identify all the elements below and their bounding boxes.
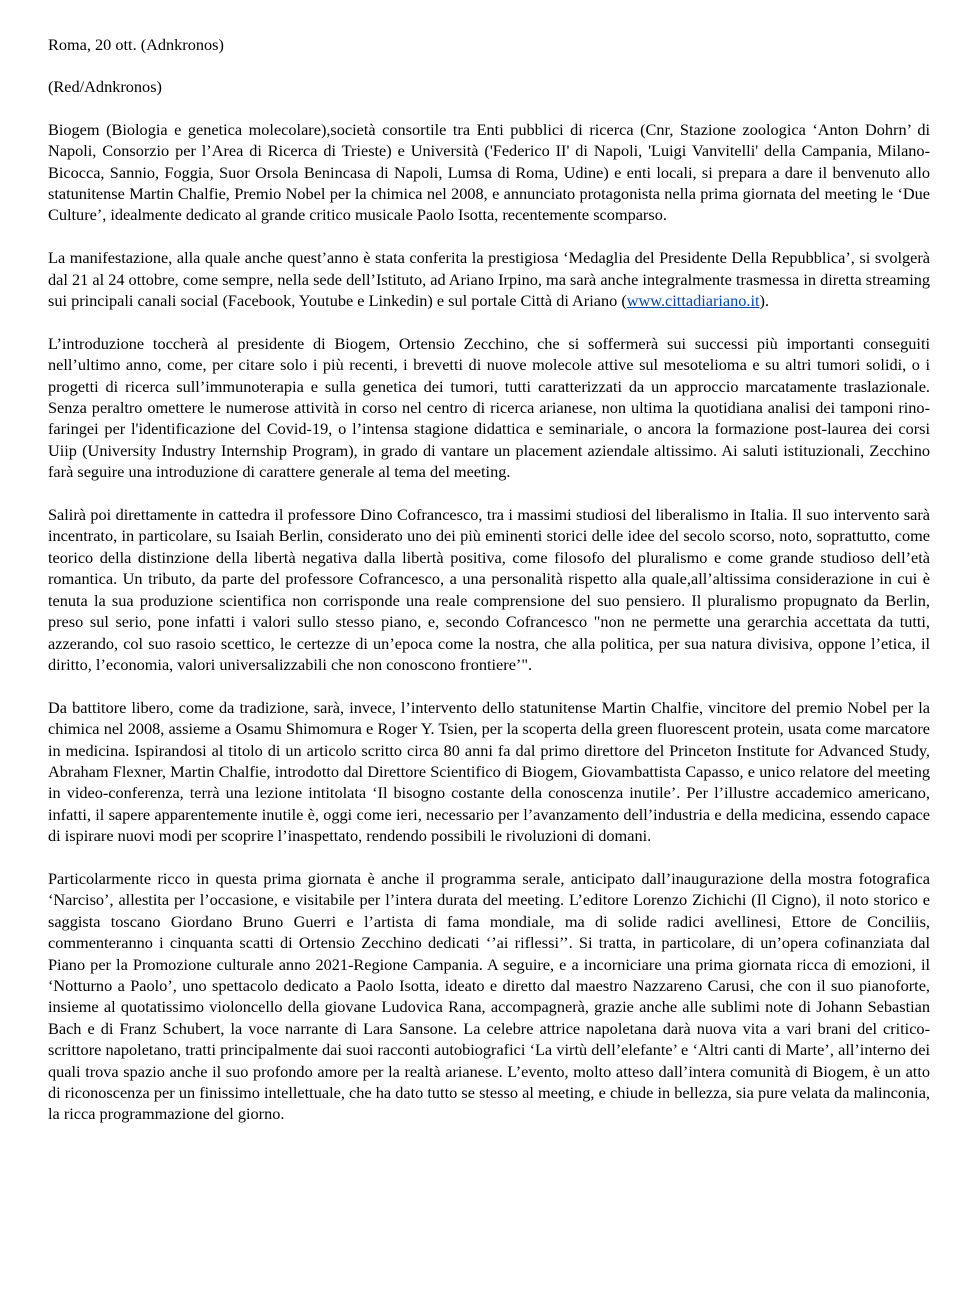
paragraph-introduzione-zecchino: L’introduzione toccherà al presidente di Biogem, Ortensio Zecchino, che si soffermerà sui successi più importanti conseguiti nell’ultimo anno, come, per citare solo i più recenti, i brevetti di nuove molecole attive sul mesotelioma e su altri tumori solidi, o i progetti di ricerca sull’immunoterapia e sulla genetica dei tumori, tutti caratterizzati da un approccio marcatamente traslazionale. Senza peraltro omettere le numerose attività in corso nel centro di ricerca arianese, non ultima la quotidiana analisi dei tamponi rino-faringei per l'identificazione del Covid-19, o l’intensa stagione didattica e seminariale, o ancora la formazione post-laurea dei corsi Uiip (University Industry Internship Program), in grado di vantare un placement aziendale altissimo. Ai saluti istituzionali, Zecchino farà seguire una introduzione di carattere generale al tema del meeting. (48, 333, 930, 482)
paragraph-chalfie: Da battitore libero, come da tradizione, sarà, invece, l’intervento dello statunitense Martin Chalfie, vincitore del premio Nobel per la chimica nel 2008, assieme a Osamu Shimomura e Roger Y. Tsien, per la scoperta della green fluorescent protein, usata come marcatore in medicina. Ispirandosi al titolo di un articolo scritto circa 80 anni fa dal primo direttore del Princeton Institute for Advanced Study, Abraham Flexner, Martin Chalfie, introdotto dal Direttore Scientifico di Biogem, Giovambattista Capasso, e unico relatore del meeting in video-conferenza, terrà una lezione intitolata ‘Il bisogno costante della conoscenza inutile’. Per l’illustre accademico americano, infatti, il sapere apparentemente inutile è, oggi come ieri, necessario per l’avanzamento dell’industria e della medicina, essendo capace di ispirare nuovi modi per scoprire l’inaspettato, rendendo possibili le rivoluzioni di domani. (48, 697, 930, 846)
dateline: Roma, 20 ott. (Adnkronos) (48, 35, 224, 54)
paragraph-cofrancesco: Salirà poi direttamente in cattedra il professore Dino Cofrancesco, tra i massimi studiosi del liberalismo in Italia. Il suo intervento sarà incentrato, in particolare, su Isaiah Berlin, considerato uno dei più eminenti storici delle idee del secolo scorso, noto, soprattutto, come teorico della distinzione della libertà negativa dalla libertà positiva, come filosofo del pluralismo e come grande studioso dell’età romantica. Un tributo, da parte del professore Cofrancesco, a una personalità rispetto alla quale,all’altissima considerazione in cui è tenuta la sua produzione scientifica non corrisponde una reale comprensione del suo pensiero. Il pluralismo propugnato da Berlin, preso sul serio, pone infatti i valori sullo stesso piano, e, secondo Cofrancesco "non ne permette una gerarchia accettata da tutti, azzerando, col suo rasoio scettico, le certezze di un’epoca come la nostra, che alla politica, per sua natura divisiva, oppone l’etica, il diritto, l’economia, valori universalizzabili che non conoscono frontiere’". (48, 505, 930, 674)
manifestazione-text-after-link: ). (759, 291, 770, 311)
cittadiariano-link[interactable]: www.cittadiariano.it (626, 291, 760, 311)
manifestazione-text-before-link: La manifestazione, alla quale anche quest’anno è stata conferita la prestigiosa ‘Medaglia del Presidente Della Repubblica’, si svolgerà dal 21 al 24 ottobre, come sempre, nella sede dell’Istituto, ad Ariano Irpino, ma sarà anche integralmente trasmessa in diretta streaming sui principali canali social (Facebook, Youtube e Linkedin) e sul portale Città di Ariano ( (48, 248, 930, 311)
paragraph-manifestazione (48, 247, 930, 311)
paragraph-programma-serale: Particolarmente ricco in questa prima giornata è anche il programma serale, anticipato dall’inaugurazione della mostra fotografica ‘Narciso’, allestita per l’occasione, e visitabile per l’intera durata del meeting. L’editore Lorenzo Zichichi (Il Cigno), il noto storico e saggista toscano Giordano Bruno Guerri e l’artista di fama mondiale, ma di solide radici avellinesi, Ettore de Conciliis, commenteranno i cinquanta scatti di Ortensio Zecchino dedicati ‘’ai riflessi’’. Si tratta, in particolare, di un’opera cofinanziata dal Piano per la Promozione culturale anno 2021-Regione Campania. A seguire, e a incorniciare una prima giornata ricca di emozioni, il ‘Notturno a Paolo’, uno spettacolo dedicato a Paolo Isotta, ideato e diretto dal maestro Nazzareno Carusi, che con il suo pianoforte, insieme al quotatissimo violoncello della giovane Ludovica Rana, accompagnerà, grazie anche alle sublimi note di Johann Sebastian Bach e di Franz Schubert, la voce narrante di Lara Sansone. La celebre attrice napoletana darà nuova vita a vari brani del critico-scrittore napoletano, tratti principalmente dai suoi racconti autobiografici ‘La virtù dell’elefante’ e ‘Altri canti di Marte’, all’interno dei quali trova spazio anche il suo profondo amore per la realtà arianese. L’evento, molto atteso dall’intera comunità di Biogem, è un atto di riconoscenza per un finissimo intellettuale, che ha dato tutto se stesso al meeting, e chiude in bellezza, sia pure velata da malinconia, la ricca programmazione del giorno. (48, 868, 930, 1124)
paragraph-biogem-intro: Biogem (Biologia e genetica molecolare),società consortile tra Enti pubblici di ricerca (Cnr, Stazione zoologica ‘Anton Dohrn’ di Napoli, Consorzio per l’Area di Ricerca di Trieste) e Università ('Federico II' di Napoli, 'Luigi Vanvitelli' della Campania, Milano-Bicocca, Sannio, Foggia, Suor Orsola Benincasa di Napoli, Lumsa di Roma, Udine) e enti locali, si prepara a dare il benvenuto allo statunitense Martin Chalfie, Premio Nobel per la chimica nel 2008, e annunciato protagonista nella prima giornata del meeting le ‘Due Culture’, idealmente dedicato al grande critico musicale Paolo Isotta, recentemente scomparso. (48, 119, 930, 225)
byline-signature: (Red/Adnkronos) (48, 77, 162, 97)
